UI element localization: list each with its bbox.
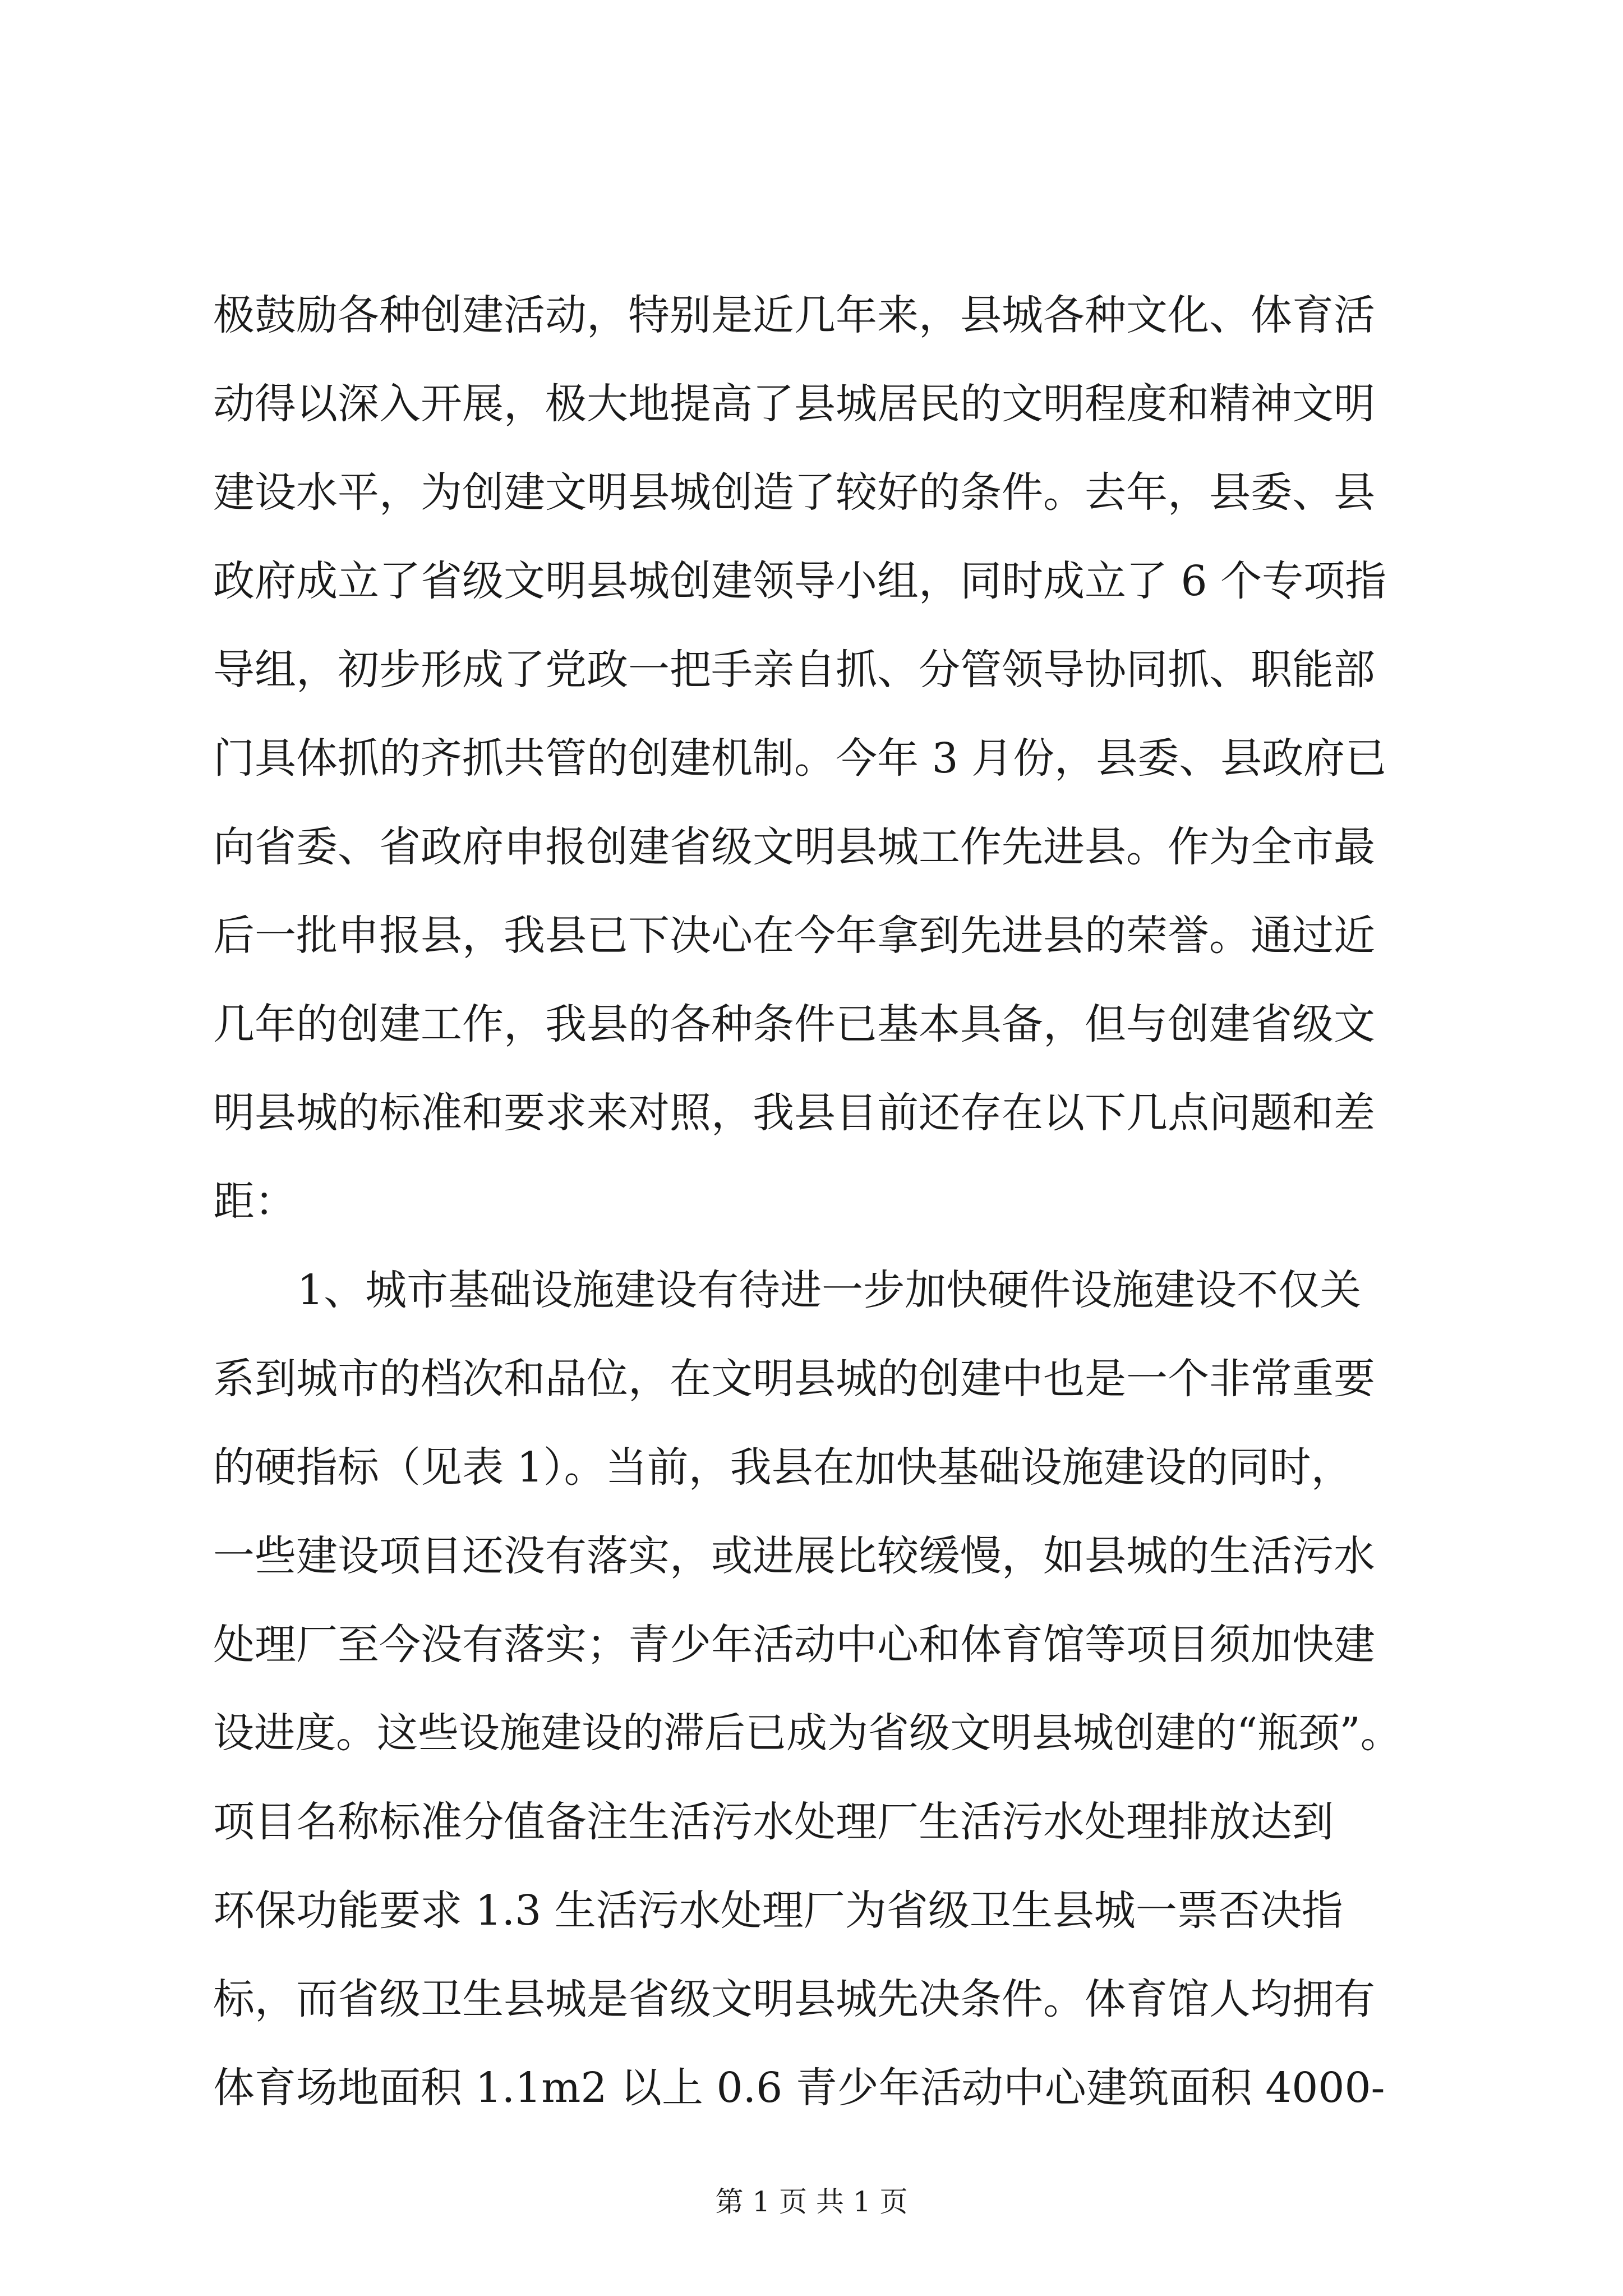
text-line: 处理厂至今没有落实；青少年活动中心和体育馆等项目须加快建 — [213, 1621, 1375, 1669]
text-line: 导组，初步形成了党政一把手亲自抓、分管领导协同抓、职能部 — [213, 646, 1375, 694]
text-line: 设进度。这些设施建设的滞后已成为省级文明县城创建的“瓶颈”。 — [213, 1709, 1401, 1757]
text-line: 明县城的标准和要求来对照，我县目前还存在以下几点问题和差 — [213, 1089, 1375, 1137]
text-line: 一些建设项目还没有落实，或进展比较缓慢，如县城的生活污水 — [213, 1532, 1375, 1580]
text-line: 门具体抓的齐抓共管的创建机制。今年 3 月份，县委、县政府已 — [213, 734, 1387, 783]
text-line: 向省委、省政府申报创建省级文明县城工作先进县。作为全市最 — [213, 823, 1375, 871]
page-number-footer: 第 1 页 共 1 页 — [715, 2185, 908, 2218]
text-line: 建设水平，为创建文明县城创造了较好的条件。去年，县委、县 — [213, 468, 1375, 517]
text-line: 几年的创建工作，我县的各种条件已基本具备，但与创建省级文 — [213, 1000, 1375, 1048]
text-line: 系到城市的档次和品位，在文明县城的创建中也是一个非常重要 — [213, 1355, 1375, 1403]
text-line: 后一批申报县，我县已下决心在今年拿到先进县的荣誉。通过近 — [213, 912, 1375, 960]
text-line: 体育场地面积 1.1m2 以上 0.6 青少年活动中心建筑面积 4000- — [213, 2064, 1385, 2112]
text-line: 距： — [213, 1177, 296, 1226]
text-line: 的硬指标（见表 1）。当前，我县在加快基础设施建设的同时， — [213, 1443, 1353, 1492]
text-line: 环保功能要求 1.3 生活污水处理厂为省级卫生县城一票否决指 — [213, 1887, 1343, 1935]
text-line: 动得以深入开展，极大地提高了县城居民的文明程度和精神文明 — [213, 380, 1375, 428]
text-line: 标，而省级卫生县城是省级文明县城先决条件。体育馆人均拥有 — [213, 1975, 1375, 2023]
text-line: 1、城市基础设施建设有待进一步加快硬件设施建设不仅关 — [297, 1266, 1362, 1314]
text-line: 项目名称标准分值备注生活污水处理厂生活污水处理排放达到 — [213, 1798, 1334, 1846]
text-line: 极鼓励各种创建活动，特别是近几年来，县城各种文化、体育活 — [213, 291, 1375, 339]
text-line: 政府成立了省级文明县城创建领导小组，同时成立了 6 个专项指 — [213, 557, 1387, 605]
